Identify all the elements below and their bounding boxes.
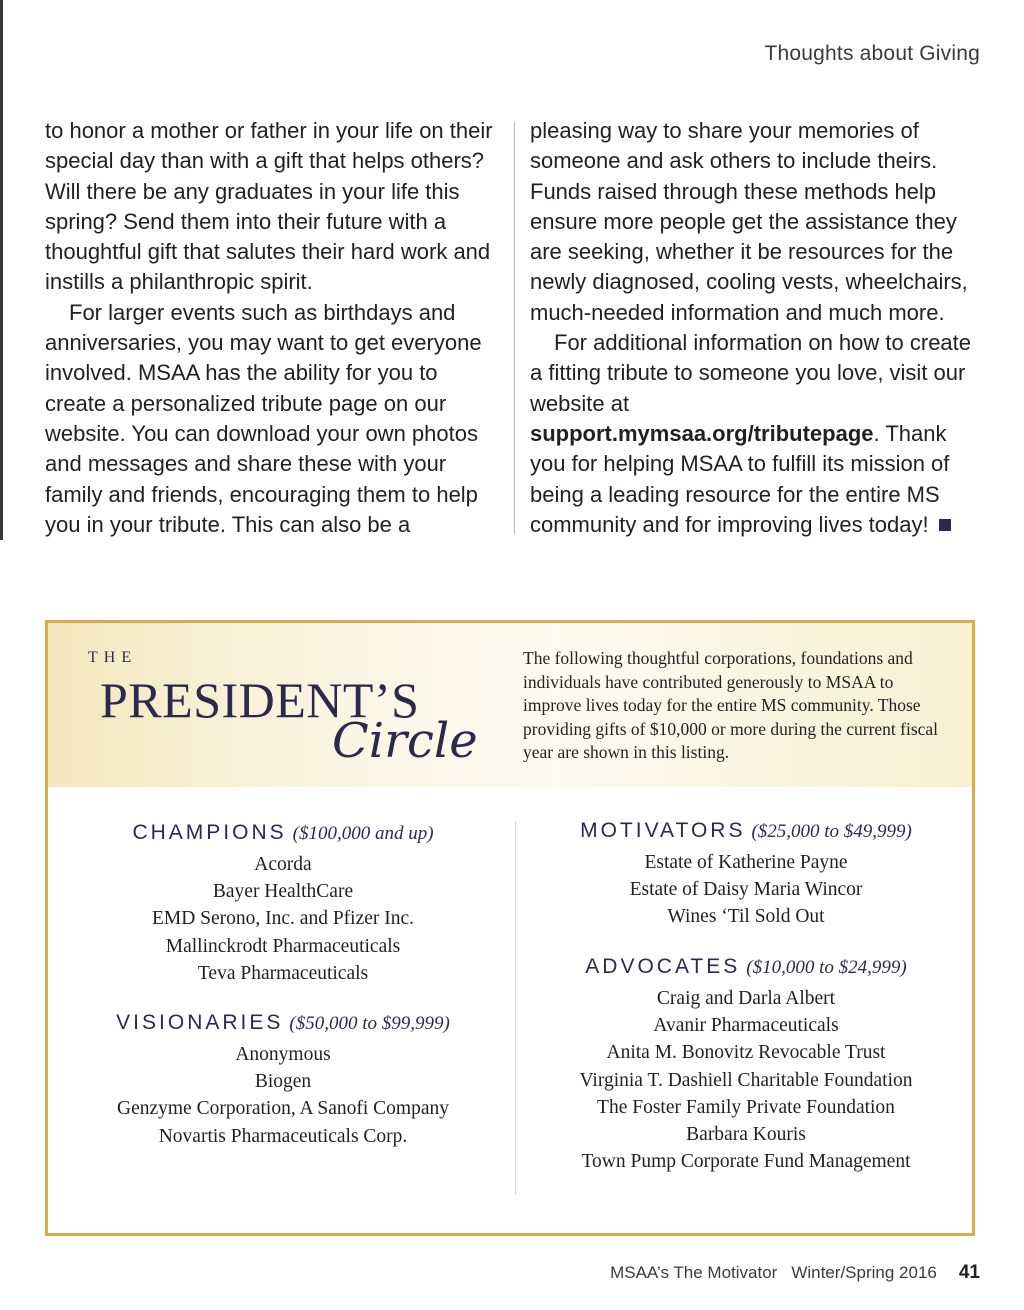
group-name: CHAMPIONS bbox=[132, 821, 287, 844]
left-margin-rule bbox=[0, 0, 3, 540]
presidents-circle-header bbox=[48, 623, 972, 787]
group-range: ($50,000 to $99,999) bbox=[289, 1013, 450, 1034]
title-circle-script: Circle bbox=[332, 713, 478, 769]
closing-text-after-url: . Thank you for helping MSAA to fulfill its mission of being a leading resource for the entire MS community and for improving lives today! bbox=[530, 420, 950, 537]
group-range: ($25,000 to $49,999) bbox=[751, 821, 912, 842]
donor-name: Genzyme Corporation, A Sanofi Company bbox=[117, 1098, 449, 1120]
end-of-article-mark bbox=[939, 519, 951, 531]
donor-name: Anita M. Bonovitz Revocable Trust bbox=[606, 1042, 886, 1064]
donor-name: Estate of Katherine Payne bbox=[644, 852, 848, 873]
donor-name: Avanir Pharmaceuticals bbox=[653, 1015, 839, 1037]
donor-name: Mallinckrodt Pharmaceuticals bbox=[165, 935, 401, 957]
page-number: 41 bbox=[958, 1262, 980, 1283]
edition-label: Winter/Spring 2016 bbox=[791, 1263, 937, 1282]
article-left-column bbox=[45, 116, 503, 540]
donor-name: Novartis Pharmaceuticals Corp. bbox=[158, 1125, 408, 1147]
donor-name: Estate of Daisy Maria Wincor bbox=[629, 879, 863, 901]
presidents-circle-panel bbox=[45, 620, 975, 1236]
article-paragraph: pleasing way to share your memories of someone and ask others to include theirs. Funds raised through these methods help ensure more people get the assistance they are seeking, whether it be resources for the newly diagnosed, cooling vests, wheelchairs, much-needed information and much more. bbox=[530, 118, 968, 325]
tribute-page-link[interactable]: support.mymsaa.org/tributepage bbox=[530, 420, 874, 446]
presidents-circle-intro: The following thoughtful corporations, foundations and individuals have contributed generously to MSAA to improve lives today for the entire MS community. Those providing gifts of $10,000 or more during the current fiscal year are shown in this listing. bbox=[523, 648, 939, 762]
column-divider bbox=[514, 122, 515, 534]
page-footer bbox=[610, 1262, 980, 1284]
motivators-group bbox=[536, 817, 956, 931]
donor-name: Craig and Darla Albert bbox=[656, 988, 836, 1009]
champions-group bbox=[78, 819, 488, 987]
donor-name: Teva Pharmaceuticals bbox=[197, 962, 369, 984]
article-right-column bbox=[530, 116, 982, 540]
title-presidents: PRESIDENT’S bbox=[100, 672, 420, 728]
group-heading bbox=[78, 1009, 488, 1039]
group-name: VISIONARIES bbox=[116, 1011, 284, 1034]
visionaries-group bbox=[78, 1009, 488, 1150]
article-paragraph: For larger events such as birthdays and anniversaries, you may want to get everyone involved. MSAA has the ability for you to create a personalized tribute page on our website. You can download your own photos and messages and share these with your family and friends, encouraging them to help you in your tribute. This can also be a bbox=[45, 299, 482, 537]
donor-column-divider bbox=[515, 821, 516, 1195]
group-heading bbox=[536, 953, 956, 983]
donor-name: Biogen bbox=[254, 1071, 312, 1093]
closing-text-before-url: For additional information on how to create a fitting tribute to someone you love, visit our website at bbox=[530, 330, 972, 416]
donor-name: Wines ‘Til Sold Out bbox=[667, 906, 825, 928]
donor-name: Anonymous bbox=[235, 1044, 331, 1065]
group-range: ($10,000 to $24,999) bbox=[746, 957, 907, 978]
publication-name: MSAA’s The Motivator bbox=[610, 1263, 778, 1282]
donor-name: The Foster Family Private Foundation bbox=[597, 1096, 895, 1118]
title-the: THE bbox=[88, 649, 138, 666]
article-paragraph-closing bbox=[530, 328, 982, 540]
group-name: MOTIVATORS bbox=[580, 819, 746, 842]
section-label: Thoughts about Giving bbox=[764, 42, 980, 65]
advocates-group bbox=[536, 953, 956, 1175]
group-range: ($100,000 and up) bbox=[292, 823, 434, 844]
group-heading bbox=[536, 817, 956, 847]
donor-name: Barbara Kouris bbox=[686, 1124, 806, 1146]
donor-name: Town Pump Corporate Fund Management bbox=[581, 1151, 911, 1173]
article-paragraph: to honor a mother or father in your life on their special day than with a gift that helps others? Will there be any graduates in your life this spring? Send them into their future with a thoughtful gift that salutes their hard work and instills a philanthropic spirit. bbox=[45, 118, 493, 295]
donor-name: Bayer HealthCare bbox=[212, 881, 354, 903]
donor-name: EMD Serono, Inc. and Pfizer Inc. bbox=[151, 908, 415, 930]
donor-name: Virginia T. Dashiell Charitable Foundation bbox=[579, 1069, 913, 1091]
group-heading bbox=[78, 819, 488, 849]
donor-name: Acorda bbox=[254, 854, 312, 875]
group-name: ADVOCATES bbox=[585, 955, 741, 978]
